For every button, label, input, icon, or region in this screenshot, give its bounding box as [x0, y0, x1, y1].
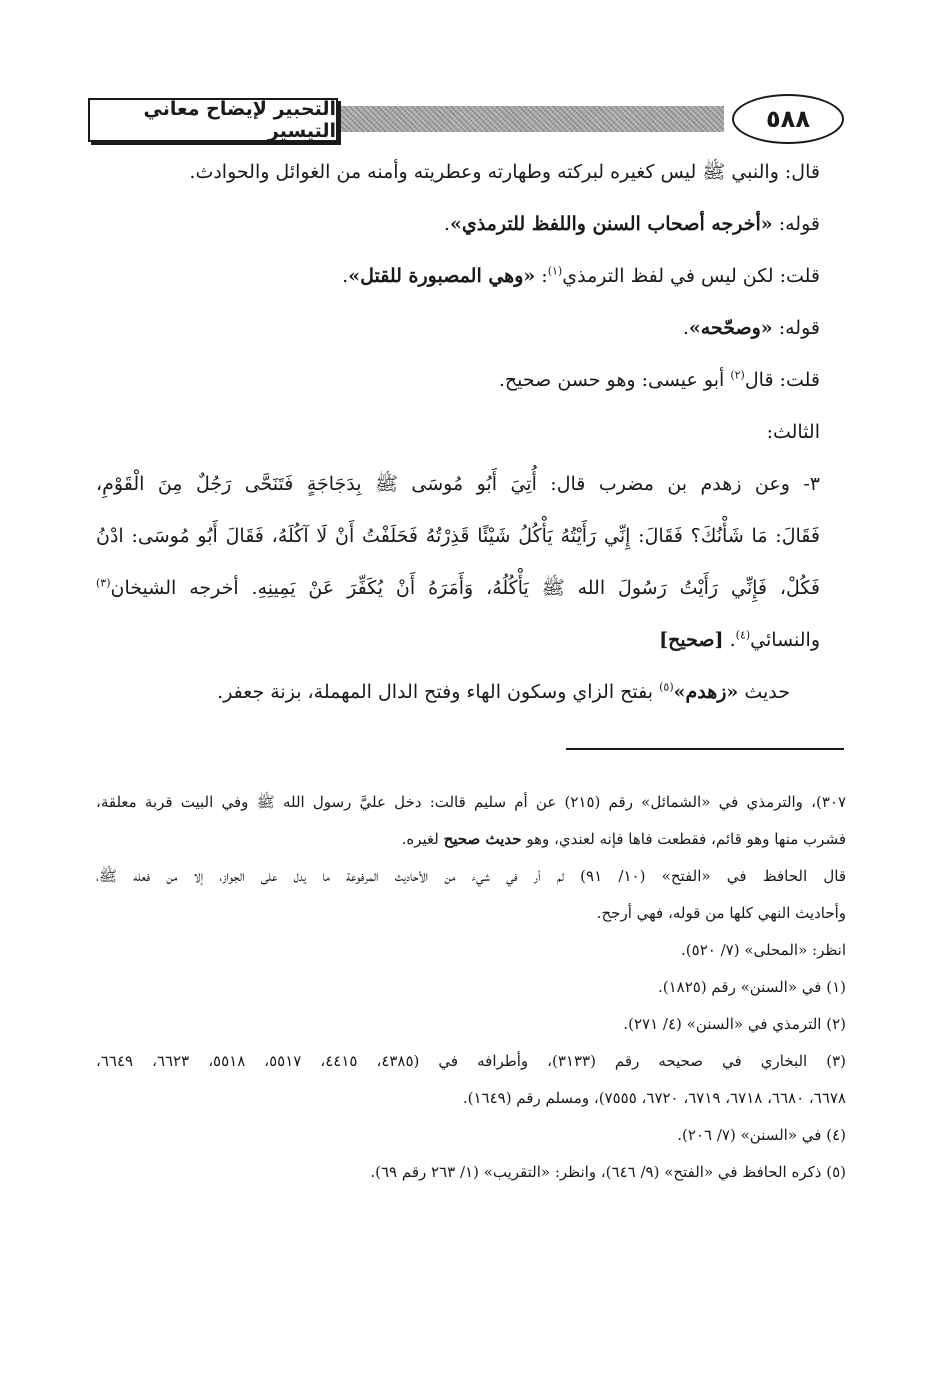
quoted-bold-text: «وصحّحه»	[688, 317, 773, 339]
footnotes	[96, 784, 846, 1191]
text-line	[96, 406, 820, 458]
footnote-line	[96, 821, 846, 858]
text-line	[96, 510, 820, 562]
text-line	[96, 198, 820, 250]
text-run: قال: والنبي ﷺ ليس كغيره لبركته وطهارته وعطريته وأمنه من الغوائل والحوادث.	[189, 161, 820, 183]
footnote-text: (٢) الترمذي في «السنن» (٤/ ٢٧١).	[623, 1015, 846, 1033]
footnote-line	[96, 784, 846, 821]
text-run: بفتح الزاي وسكون الهاء وفتح الدال المهملة، بزنة جعفر.	[217, 681, 660, 703]
text-line	[96, 250, 820, 302]
quoted-bold-text: «وهي المصبورة للقتل»	[348, 265, 536, 287]
hadith-text: فَقَالَ: مَا شَأْنُكَ؟ فَقَالَ: إِنِّي رَأَيْتُهُ يَأْكُلُ شَيْئًا قَذِرْتُهُ فَحَلَفْتُ أَنْ لَا آكُلَهُ، فَقَالَ أَبُو مُوسَى: ادْنُ	[96, 525, 820, 547]
text-line	[96, 458, 820, 510]
footnote-text: ٣٠٧)، والترمذي في «الشمائل» رقم (٢١٥) عن أم سليم قالت: دخل عليَّ رسول الله ﷺ وفي البيت قربة معلقة،	[96, 793, 846, 811]
footnote-ref: (٤)	[735, 628, 751, 642]
footnote-line	[96, 858, 846, 895]
text-line	[96, 562, 820, 614]
grading-label: [صحيح]	[659, 629, 724, 651]
text-run: حديث	[738, 681, 790, 703]
text-run: .	[723, 629, 736, 651]
footnote-text: (٤) في «السنن» (٧/ ٢٠٦).	[677, 1126, 846, 1144]
footnote-text: وأحاديث النهي كلها من قوله، فهي أرجح.	[596, 904, 846, 922]
page-number	[732, 94, 844, 144]
text-line	[96, 146, 820, 198]
hadith-text: فَكُلْ، فَإِنِّي رَأَيْتُ رَسُولَ الله ﷺ يَأْكُلُهُ، وَأَمَرَهُ أَنْ يُكَفِّرَ عَنْ يَمِينِهِ. أخرجه الشيخان	[110, 577, 820, 599]
quoted-bold-text: «أخرجه أصحاب السنن واللفظ للترمذي»	[449, 213, 773, 235]
text-run: .	[342, 265, 349, 287]
footnote-line	[96, 969, 846, 1006]
footnote-text: (١) في «السنن» رقم (١٨٢٥).	[657, 978, 846, 996]
page-number-text: ٥٨٨	[766, 105, 810, 133]
text-line	[96, 666, 820, 718]
footnote-ref: (٢)	[730, 368, 745, 382]
footnote-line	[96, 895, 846, 932]
text-run: قلت: قال	[744, 369, 820, 391]
page-header	[84, 92, 844, 150]
section-heading: الثالث:	[766, 421, 820, 443]
footnote-ref: (٣)	[96, 576, 111, 590]
hadith-text: ٣- وعن زهدم بن مضرب قال: أُتِيَ أَبُو مُوسَى ﷺ بِدَجَاجَةٍ فَتَنَحَّى رَجُلٌ مِنَ الْقَوْمِ،	[96, 473, 820, 495]
text-run: قوله:	[772, 213, 820, 235]
text-line	[96, 302, 820, 354]
text-line	[96, 354, 820, 406]
text-run: قوله:	[772, 317, 820, 339]
footnote-text: ٦٦٧٨، ٦٦٨٠، ٦٧١٨، ٦٧١٩، ٦٧٢٠، ٧٥٥٥)، ومسلم رقم (١٦٤٩).	[462, 1089, 846, 1107]
footnote-line	[96, 932, 846, 969]
main-text	[96, 146, 820, 718]
text-run: :	[535, 265, 548, 287]
text-run: والنسائي	[750, 629, 820, 651]
footnote-text: (٣) البخاري في صحيحه رقم (٣١٣٣)، وأطرافه في (٤٣٨٥، ٤٤١٥، ٥٥١٧، ٥٥١٨، ٦٦٢٣، ٦٦٤٩،	[96, 1052, 846, 1070]
book-title-text: التحبير لإيضاح معاني التيسير	[143, 98, 336, 142]
quoted-bold-text: «زهدم»	[673, 681, 739, 703]
footnote-text: انظر: «المحلى» (٧/ ٥٢٠).	[681, 941, 846, 959]
book-title	[88, 98, 338, 142]
footnote-text: قال الحافظ في «الفتح» (١٠/ ٩١) لم أر في شيء من الأحاديث المرفوعة ما يدل على الجواز، إلا من فعله ﷺ،	[96, 867, 846, 885]
text-run: .	[443, 213, 450, 235]
footnote-bold-text: حديث صحيح	[443, 830, 522, 848]
footnote-line	[96, 1117, 846, 1154]
footnote-text: لغيره.	[401, 830, 444, 848]
footnote-text: فشرب منها وهو قائم، فقطعت فاها فإنه لعندي، وهو	[521, 830, 846, 848]
footnote-line	[96, 1043, 846, 1080]
footnote-ref: (٥)	[659, 680, 674, 694]
text-run: .	[682, 317, 689, 339]
footnote-text: (٥) ذكره الحافظ في «الفتح» (٩/ ٦٤٦)، وانظر: «التقريب» (١/ ٢٦٣ رقم ٦٩).	[370, 1163, 846, 1181]
header-ornament-band	[334, 106, 724, 132]
footnote-separator	[566, 748, 844, 750]
footnote-line	[96, 1006, 846, 1043]
footnote-line	[96, 1080, 846, 1117]
footnote-ref: (١)	[547, 264, 563, 278]
footnote-line	[96, 1154, 846, 1191]
text-run: قلت: لكن ليس في لفظ الترمذي	[562, 265, 820, 287]
text-line	[96, 614, 820, 666]
text-run: أبو عيسى: وهو حسن صحيح.	[498, 369, 731, 391]
